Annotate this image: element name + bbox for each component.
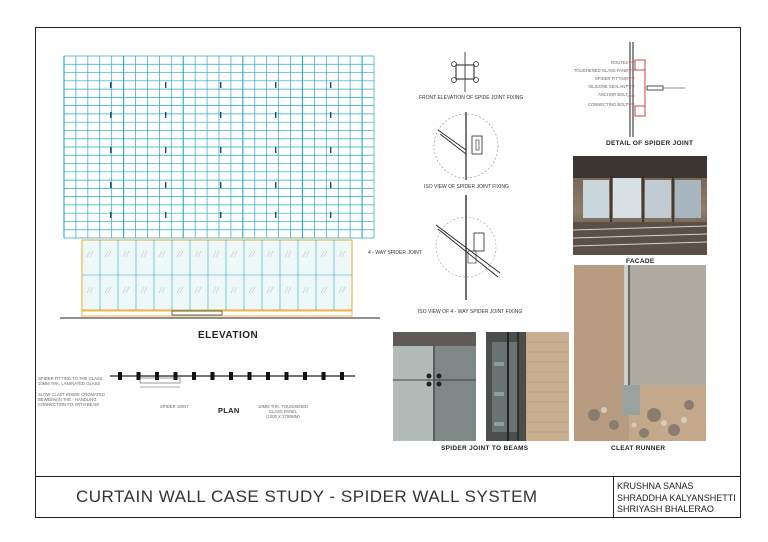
elevation-label: ELEVATION [198,330,259,341]
author-list [617,481,736,516]
curtain-wall-grid [64,56,374,238]
plan-callout-spider: SPIDER JOINT [160,404,189,409]
author-name: SHRADDHA KALYANSHETTI [617,492,736,503]
elevation-callout: 4 - WAY SPIDER JOINT [368,250,422,256]
facade-label: FACADE [626,258,655,265]
front-elevation-label: FRONT ELEVATION OF SPIDE JOINT FIXING [419,95,524,101]
plan-drawing [110,368,360,398]
plan-callout-right: 10MM THK. TOUGHENED GLASS PANEL (1200 X 2700MM) [258,404,309,419]
front-elevation-spider-drawing [440,52,490,92]
spider-detail-title: DETAIL OF SPIDER JOINT [606,140,694,147]
author-name: SHRIYASH BHALERAO [617,504,714,514]
spider-beam-photo-right [486,332,569,441]
plan-label: PLAN [218,406,240,415]
cleat-runner-photo [574,265,706,441]
iso-4way-drawing [430,195,502,300]
plan-callout-left-2: SLOW CLAST INSIDE CROMATED BEWEEN(IN THE - HANDLING CONNECTION FIX WITH BEAM [38,392,105,407]
iso-spider-drawing [430,110,502,182]
spider-beam-photo-left [393,332,476,441]
spider-detail-labels: ROUTEL TOUGHENED GLASS PANE SPIDER FITTING SILICONE SEALANT ANCHOR BOLT CONNECTING BOLT [573,60,628,107]
glazed-lower-panels [82,240,352,310]
elevation-drawing [60,52,380,322]
detail-leader-lines [627,62,635,104]
iso-4way-label: ISO VIEW OF 4 - WAY SPIDER JOINT FIXING [418,309,523,315]
sheet-title: CURTAIN WALL CASE STUDY - SPIDER WALL SYSTEM [76,487,538,506]
entrance-door [172,311,222,315]
iso-view-label: ISO VIEW OF SPIDER JOINT FIXING [424,184,509,190]
cleat-runner-label: CLEAT RUNNER [611,445,666,452]
title-block-divider [613,476,614,518]
spider-beams-label: SPIDER JOINT TO BEAMS [441,445,529,452]
plan-callout-left-1: SPIDER FITTING TO THE GLASS 10MM THK. LAMINATED GLASS [38,376,103,386]
facade-photo [573,156,707,255]
author-name: KRUSHNA SANAS [617,481,694,491]
